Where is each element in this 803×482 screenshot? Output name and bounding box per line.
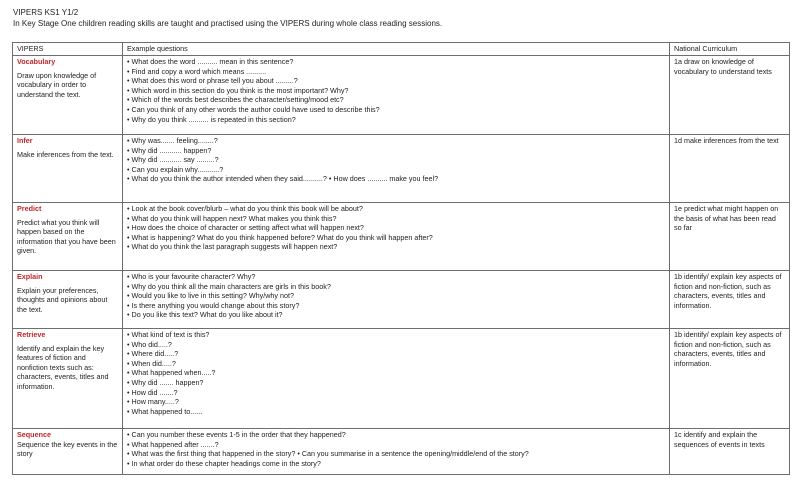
question-item: • What happened when.....? [127,368,665,378]
question-item: • Is there anything you would change about this story? [127,301,665,311]
skill-cell [13,135,123,203]
questions-cell [123,329,670,429]
question-item: • What happened after .......? [127,440,665,450]
skill-cell [13,329,123,429]
skill-description: Draw upon knowledge of vocabulary in order to understand the text. [17,70,97,99]
question-item: • What does this word or phrase tell you about .........? [127,76,665,86]
question-item: • Where did.....? [127,349,665,359]
curriculum-cell: 1d make inferences from the text [670,135,790,203]
question-item: • Why did ........... happen? [127,146,665,156]
skill-name: Vocabulary [17,57,56,66]
question-item: • Would you like to live in this setting? Why/why not? [127,291,665,301]
question-item: • How many.....? [127,397,665,407]
document-title: VIPERS KS1 Y1/2 [13,8,79,17]
table-row-predict [13,203,790,271]
curriculum-cell: 1e predict what might happen on the basis of what has been read so far [670,203,790,271]
vipers-table [12,42,790,475]
question-item: • Why do you think all the main characters are girls in this book? [127,282,665,292]
table-row-infer [13,135,790,203]
skill-cell [13,203,123,271]
skill-description: Sequence the key events in the story [17,439,118,459]
question-item: • What was the first thing that happened in the story? • Can you summarise in a sentence the opening/middle/end of the story? [127,449,665,459]
question-item: • What is happening? What do you think happened before? What do you think will happen after? [127,233,665,243]
questions-cell [123,429,670,475]
header-example-questions: Example questions [123,43,670,56]
question-item: • When did.....? [127,359,665,369]
question-item: • Why did ........... say .........? [127,155,665,165]
skill-name: Sequence [17,430,51,439]
question-item: • How does the choice of character or setting affect what will happen next? [127,223,665,233]
table-row-retrieve [13,329,790,429]
question-item: • Find and copy a word which means .......... [127,67,665,77]
skill-cell [13,56,123,135]
table-header-row [13,43,790,56]
table-row-explain [13,271,790,329]
question-item: • What do you think will happen next? What makes you think this? [127,214,665,224]
questions-cell [123,271,670,329]
question-item: • What kind of text is this? [127,330,665,340]
question-item: • Do you like this text? What do you like about it? [127,310,665,320]
question-item: • Can you think of any other words the author could have used to describe this? [127,105,665,115]
table-row-vocabulary [13,56,790,135]
skill-name: Predict [17,204,42,213]
question-item: • Why did ....... happen? [127,378,665,388]
question-item: • Which of the words best describes the character/setting/mood etc? [127,95,665,105]
skill-cell [13,429,123,475]
question-item: • Why do you think .......... is repeated in this section? [127,115,665,125]
skill-cell [13,271,123,329]
header-national-curriculum: National Curriculum [670,43,790,56]
skill-name: Explain [17,272,43,281]
skill-description: Identify and explain the key features of fiction and nonfiction texts such as: characters, events, titles and information. [17,343,109,391]
question-item: • What do you think the author intended when they said..........? • How does .......... make you feel? [127,174,665,184]
question-item: • Who did.....? [127,340,665,350]
skill-description: Explain your preferences, thoughts and opinions about the text. [17,285,108,314]
document-intro: In Key Stage One children reading skills are taught and practised using the VIPERS during whole class reading sessions. [13,19,443,28]
question-item: • In what order do these chapter headings come in the story? [127,459,665,469]
question-item: • What do you think the last paragraph suggests will happen next? [127,242,665,252]
questions-cell [123,203,670,271]
questions-cell [123,135,670,203]
header-vipers: VIPERS [13,43,123,56]
skill-name: Retrieve [17,330,46,339]
question-item: • Why was....... feeling........? [127,136,665,146]
question-item: • What does the word .......... mean in this sentence? [127,57,665,67]
question-item: • Which word in this section do you think is the most important? Why? [127,86,665,96]
skill-description: Make inferences from the text. [17,149,114,159]
curriculum-cell: 1b identify/ explain key aspects of fiction and non-fiction, such as characters, events, titles and information. [670,271,790,329]
questions-cell [123,56,670,135]
skill-description: Predict what you think will happen based on the information that you have been given. [17,217,116,256]
skill-name: Infer [17,136,33,145]
question-item: • Who is your favourite character? Why? [127,272,665,282]
question-item: • Look at the book cover/blurb – what do you think this book will be about? [127,204,665,214]
question-item: • How did .......? [127,388,665,398]
table-row-sequence [13,429,790,475]
curriculum-cell: 1a draw on knowledge of vocabulary to understand texts [670,56,790,135]
question-item: • Can you number these events 1-5 in the order that they happened? [127,430,665,440]
question-item: • Can you explain why...........? [127,165,665,175]
curriculum-cell: 1b identify/ explain key aspects of fiction and non-fiction, such as characters, events, titles and information. [670,329,790,429]
curriculum-cell: 1c identify and explain the sequences of events in texts [670,429,790,475]
question-item: • What happened to...... [127,407,665,417]
